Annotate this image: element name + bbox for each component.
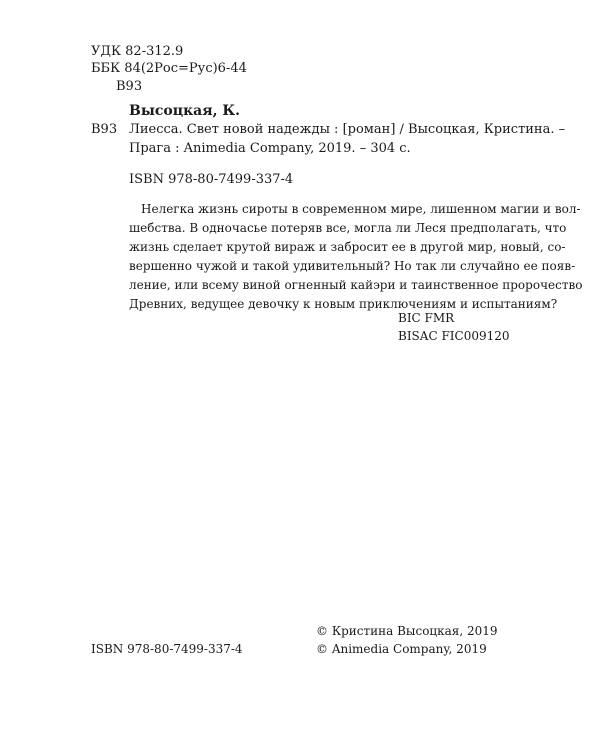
annotation-line: вершенно чужой и такой удивительный? Но так ли случайно ее появ- <box>129 259 576 273</box>
author-mark: В93 <box>116 79 143 94</box>
annotation-line: ление, или всему виной огненный кайэри и таинственное пророчество <box>129 278 583 292</box>
footer-isbn: ISBN 978-80-7499-337-4 <box>91 642 243 656</box>
bibliographic-title-line-1: Лиесса. Свет новой надежды : [роман] / Высоцкая, Кристина. – <box>129 122 566 137</box>
annotation <box>129 200 583 314</box>
annotation-line: Нелегка жизнь сироты в современном мире, лишенном магии и вол- <box>141 202 581 216</box>
author-name: Высоцкая, К. <box>129 103 240 119</box>
entry-author-mark: В93 <box>91 122 118 137</box>
copyright-publisher: © Animedia Company, 2019 <box>316 642 487 656</box>
bisac-code: BISAC FIC009120 <box>398 329 510 343</box>
bbk-code: ББК 84(2Рос=Рус)6-44 <box>91 61 247 76</box>
annotation-line: Древних, ведущее девочку к новым приключениям и испытаниям? <box>129 297 558 311</box>
bibliographic-title-line-2: Прага : Animedia Company, 2019. – 304 с. <box>129 141 411 156</box>
annotation-line: жизнь сделает крутой вираж и забросит ее в другой мир, новый, со- <box>129 240 566 254</box>
udk-code: УДК 82-312.9 <box>91 44 184 59</box>
bic-code: BIC FMR <box>398 311 455 325</box>
copyright-author: © Кристина Высоцкая, 2019 <box>316 624 498 638</box>
annotation-line: шебства. В одночасье потеряв все, могла ли Леся предполагать, что <box>129 221 567 235</box>
isbn: ISBN 978-80-7499-337-4 <box>129 172 294 187</box>
